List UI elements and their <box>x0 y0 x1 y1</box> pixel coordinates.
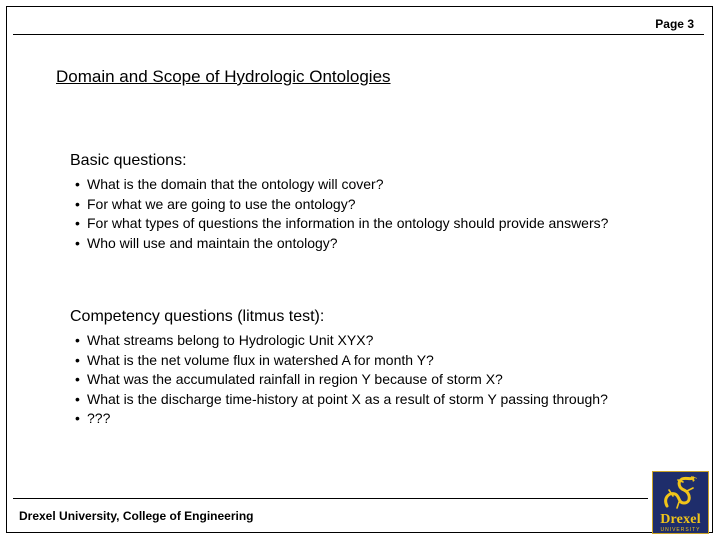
bullet-icon: • <box>75 215 80 231</box>
bullet-icon: • <box>75 234 80 251</box>
page-number: Page 3 <box>655 17 694 31</box>
bullet-icon: • <box>75 410 80 426</box>
slide-title: Domain and Scope of Hydrologic Ontologies <box>56 67 391 86</box>
drexel-logo <box>652 471 709 534</box>
list-item: • What is the domain that the ontology will cover? <box>75 175 608 195</box>
footer-divider <box>13 498 648 499</box>
competency-questions-list <box>75 331 608 429</box>
list-item: • For what types of questions the information in the ontology should provide answers? <box>75 214 608 234</box>
bullet-icon: • <box>75 351 80 368</box>
bullet-icon: • <box>75 390 80 407</box>
competency-questions-heading: Competency questions (litmus test): <box>70 308 325 325</box>
slide <box>6 6 713 533</box>
header-divider <box>13 34 704 35</box>
list-item: • What streams belong to Hydrologic Unit XYX? <box>75 331 608 351</box>
bullet-icon: • <box>75 332 80 348</box>
basic-questions-heading: Basic questions: <box>70 152 187 169</box>
bullet-icon: • <box>75 176 80 192</box>
bullet-icon: • <box>75 195 80 212</box>
list-item: • For what we are going to use the ontology? <box>75 195 608 215</box>
logo-subtext: UNIVERSITY <box>660 527 701 533</box>
list-item: • What is the net volume flux in watershed A for month Y? <box>75 351 608 371</box>
logo-wordmark: Drexel <box>660 512 701 527</box>
list-item: • What was the accumulated rainfall in region Y because of storm X? <box>75 370 608 390</box>
list-item: • Who will use and maintain the ontology? <box>75 234 608 254</box>
basic-questions-list <box>75 175 608 253</box>
list-item: • ??? <box>75 409 608 429</box>
footer-text: Drexel University, College of Engineering <box>19 509 254 523</box>
bullet-icon: • <box>75 371 80 387</box>
list-item: • What is the discharge time-history at point X as a result of storm Y passing through? <box>75 390 608 410</box>
dragon-icon <box>653 472 709 514</box>
